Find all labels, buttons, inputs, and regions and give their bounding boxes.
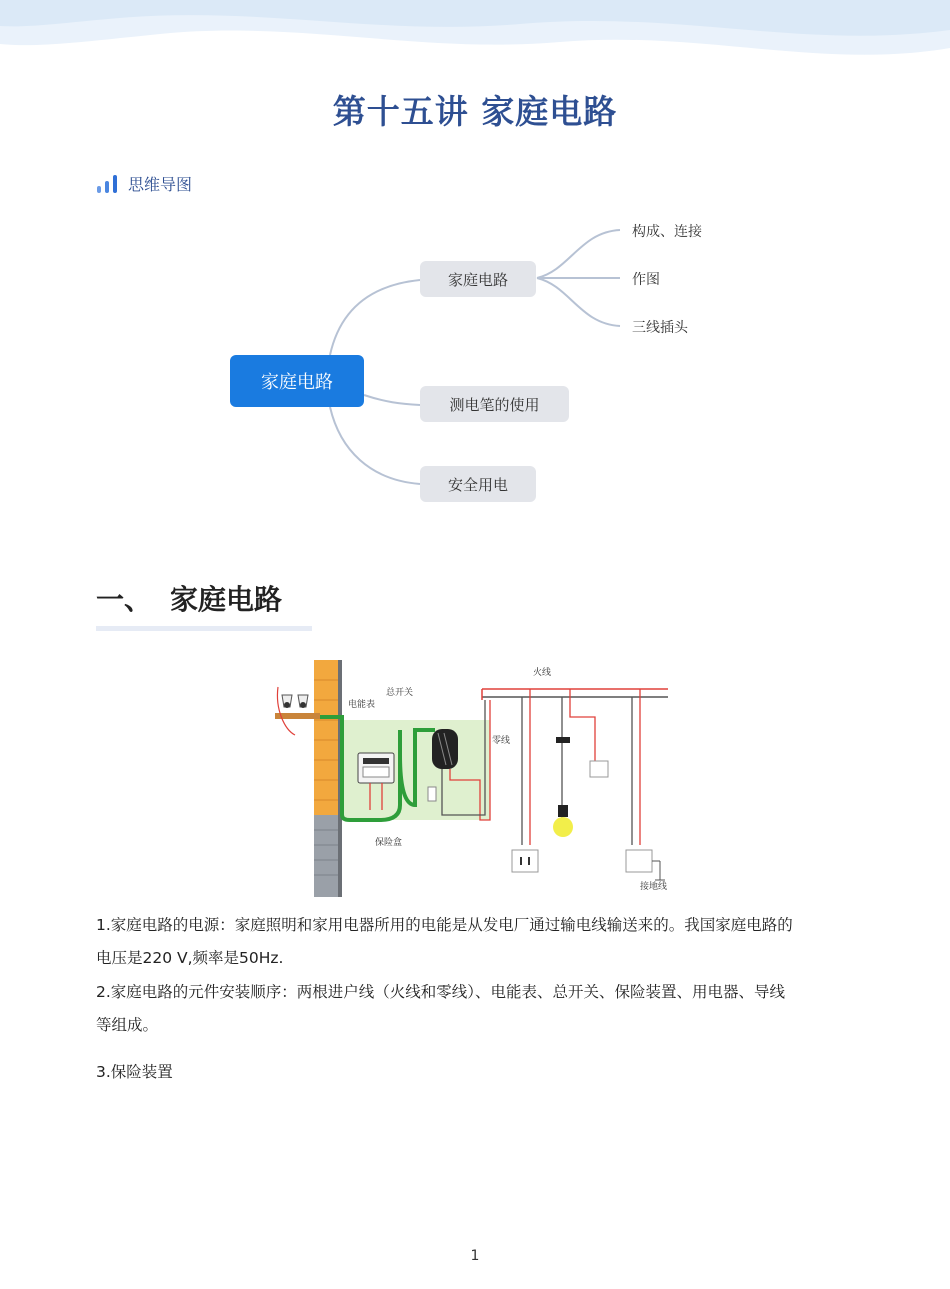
mindmap-heading-label: 思维导图 <box>128 175 193 194</box>
mindmap-node-electric-safety: 安全用电 <box>420 466 536 502</box>
paragraph-2-line-2: 等组成。 <box>96 1016 159 1034</box>
section-number: 一、 <box>96 583 153 616</box>
label-meter: 电能表 <box>348 700 376 710</box>
paragraph-3: 3.保险装置 <box>96 1063 173 1081</box>
household-circuit-diagram <box>250 655 700 900</box>
label-neutral-wire: 零线 <box>492 736 511 746</box>
mindmap-node-home-circuit: 家庭电路 <box>420 261 536 297</box>
mindmap-leaf-composition: 构成、连接 <box>632 224 702 240</box>
electric-meter <box>358 753 394 783</box>
label-live-wire: 火线 <box>533 668 552 678</box>
two-pin-socket-branch <box>512 689 538 872</box>
label-ground-wire: 接地线 <box>640 882 668 892</box>
paragraph-1-line-2: 电压是220 V,频率是50Hz. <box>96 949 284 967</box>
section-underline <box>96 626 312 631</box>
main-switch <box>432 729 458 769</box>
mindmap-leaf-drawing: 作图 <box>632 272 660 288</box>
paragraph-1-line-1: 1.家庭电路的电源：家庭照明和家用电器所用的电能是从发电厂通过输电线输送来的。我国家庭电路的 <box>96 916 793 934</box>
three-pin-socket-branch <box>626 689 665 880</box>
brick-wall <box>314 660 342 897</box>
lamp-branch <box>553 689 608 837</box>
mindmap-node-test-pen: 测电笔的使用 <box>420 386 569 422</box>
page-number: 1 <box>470 1248 480 1264</box>
mindmap-root-node: 家庭电路 <box>230 355 364 407</box>
fuse-box <box>428 787 436 801</box>
label-fuse-box: 保险盒 <box>375 838 403 848</box>
mindmap-leaf-three-pin-plug: 三线插头 <box>632 320 688 336</box>
paragraph-2-line-1: 2.家庭电路的元件安装顺序：两根进户线（火线和零线）、电能表、总开关、保险装置、用电器、导线 <box>96 983 786 1001</box>
label-main-switch: 总开关 <box>386 688 414 698</box>
page-title: 第十五讲 家庭电路 <box>332 92 618 131</box>
incoming-line-insulators <box>275 687 320 735</box>
section-heading <box>96 578 282 618</box>
section-title: 家庭电路 <box>170 583 283 616</box>
